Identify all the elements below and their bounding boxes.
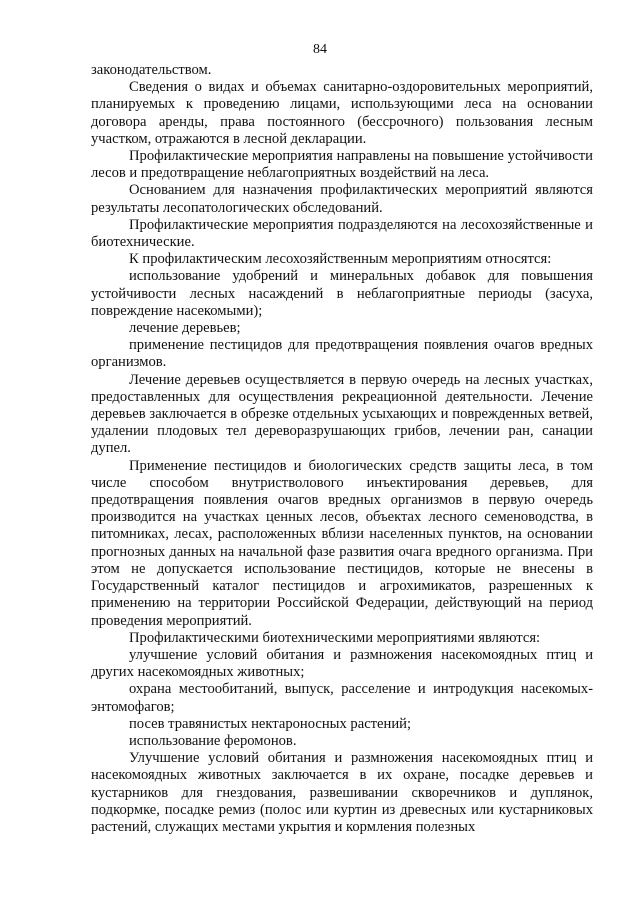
paragraph: законодательством.	[91, 62, 212, 78]
paragraph: лечение деревьев;	[129, 320, 241, 337]
paragraph: использование удобрений и минеральных добавок для повышения устойчивости лесных насаждений в неблагоприятные периоды (засуха, повреждение насекомыми);	[91, 268, 593, 319]
document-body	[91, 62, 593, 836]
paragraph: Профилактические мероприятия подразделяются на лесохозяйственные и биотехнические.	[91, 216, 593, 251]
paragraph: улучшение условий обитания и размножения насекомоядных птиц и других насекомоядных животных;	[91, 646, 593, 681]
paragraph: использование феромонов.	[129, 732, 297, 749]
paragraph: Сведения о видах и объемах санитарно-оздоровительных мероприятий, планируемых к проведению лицами, использующими леса на основании договора аренды, права постоянного (бессрочного) пользования лесным участком, отражаются в лесной декларации.	[91, 79, 593, 147]
paragraph: Улучшение условий обитания и размножения насекомоядных птиц и насекомоядных животных заключается в их охране, посадке деревьев и кустарников для гнездования, развешивании скворечников и дуплянок, подкормке, посадке ремиз (полос или куртин из древесных или кустарниковых растений, служащих местами укрытия и кормления полезных	[91, 750, 593, 835]
paragraph: Профилактическими биотехническими мероприятиями являются:	[129, 629, 541, 646]
paragraph: Основанием для назначения профилактических мероприятий являются результаты лесопатологических обследований.	[91, 182, 593, 216]
paragraph: Лечение деревьев осуществляется в первую очередь на лесных участках, предоставленных для осуществления рекреационной деятельности. Лечение деревьев заключается в обрезке отдельных усыхающих и поврежденных ветвей, удалении плодовых тел дереворазрушающих грибов, лечении ран, санации дупел.	[91, 371, 593, 457]
page-number: 84	[313, 42, 327, 57]
paragraph: Профилактические мероприятия направлены на повышение устойчивости лесов и предотвращение неблагоприятных воздействий на леса.	[91, 148, 593, 182]
paragraph: К профилактическим лесохозяйственным мероприятиям относятся:	[129, 251, 552, 268]
paragraph: охрана местообитаний, выпуск, расселение и интродукция насекомых-энтомофагов;	[91, 681, 593, 715]
paragraph: применение пестицидов для предотвращения появления очагов вредных организмов.	[91, 337, 593, 371]
paragraph: посев травянистых нектароносных растений;	[129, 715, 412, 732]
paragraph: Применение пестицидов и биологических средств защиты леса, в том числе способом внутристволового инъектирования деревьев, для предотвращения появления очагов вредных организмов в первую очередь производится на участках ценных лесов, объектах лесного семеноводства, в питомниках, лесах, расположенных вблизи населенных пунктов, на основании прогнозных данных на начальной фазе развития очага вредного организма. При этом не допускается использование пестицидов, которые не внесены в Государственный каталог пестицидов и агрохимикатов, разрешенных к применению на территории Российской Федерации, действующий на период проведения мероприятий.	[91, 457, 593, 629]
